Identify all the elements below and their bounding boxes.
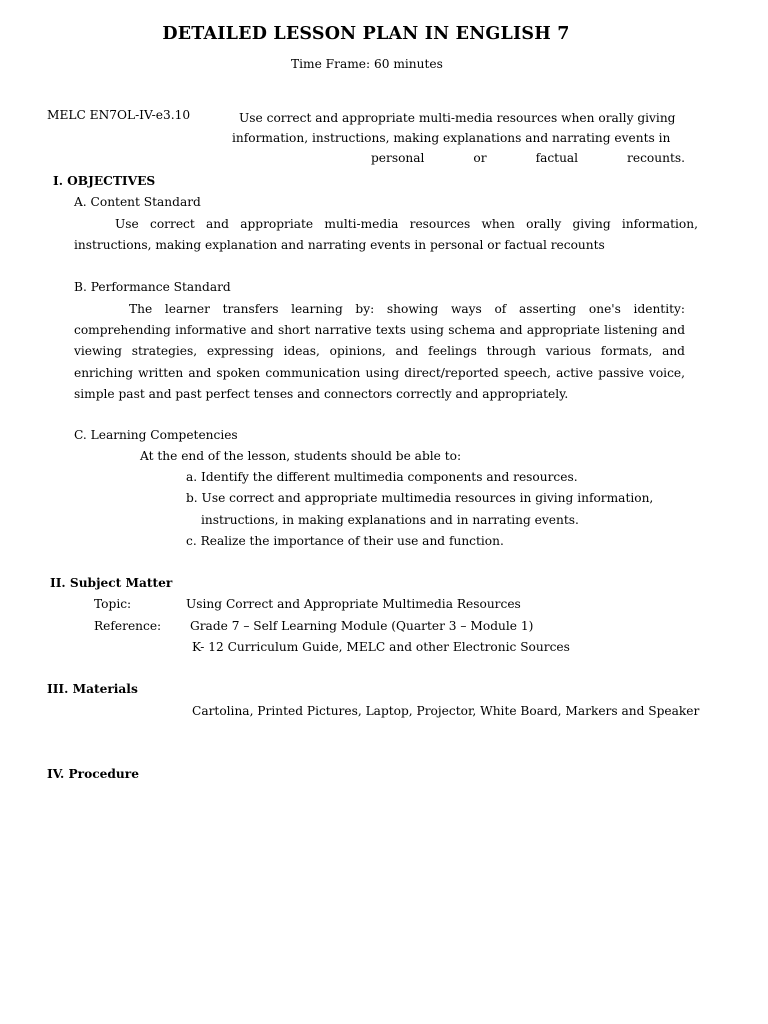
melc-description (232, 108, 685, 168)
performance-standard-text (74, 299, 685, 405)
materials-heading: III. Materials (47, 682, 138, 696)
learning-competencies-heading: C. Learning Competencies (74, 428, 238, 442)
melc-desc-line-1: Use correct and appropriate multi-media resources when orally giving (239, 111, 676, 125)
competency-a: a. Identify the different multimedia components and resources. (186, 470, 578, 484)
reference-value-2: K- 12 Curriculum Guide, MELC and other Electronic Sources (192, 640, 570, 654)
document-title: DETAILED LESSON PLAN IN ENGLISH 7 (162, 24, 570, 44)
performance-standard-body: The learner transfers learning by: showing ways of asserting one's identity: comprehending informative and short narrative texts using schema and appropriate listening and viewing strategies, expressing ideas, opinions, and feelings through various formats, and enriching written and spoken communication using direct/reported speech, active passive voice, simple past and past perfect tenses and connectors correctly and appropriately. (74, 302, 685, 401)
materials-text: Cartolina, Printed Pictures, Laptop, Projector, White Board, Markers and Speaker (192, 704, 700, 718)
melc-word: factual (535, 151, 579, 165)
melc-code: MELC EN7OL-IV-e3.10 (47, 108, 191, 122)
content-standard-heading: A. Content Standard (74, 195, 201, 209)
melc-word: or (473, 151, 487, 165)
melc-desc-line-2: information, instructions, making explanations and narrating events in (232, 131, 671, 145)
time-frame: Time Frame: 60 minutes (291, 57, 443, 71)
subject-matter-heading: II. Subject Matter (50, 576, 173, 590)
competency-b-line-2: instructions, in making explanations and in narrating events. (201, 513, 579, 527)
performance-standard-heading: B. Performance Standard (74, 280, 231, 294)
competency-b-line-1: b. Use correct and appropriate multimedia resources in giving information, (186, 491, 654, 505)
melc-desc-line-3 (232, 148, 685, 168)
competency-c: c. Realize the importance of their use and function. (186, 534, 504, 548)
melc-word: personal (371, 151, 425, 165)
reference-value-1: Grade 7 – Self Learning Module (Quarter 3 – Module 1) (190, 619, 534, 633)
learning-competencies-intro: At the end of the lesson, students should be able to: (140, 449, 462, 463)
reference-label: Reference: (94, 619, 162, 633)
procedure-heading: IV. Procedure (47, 767, 139, 781)
content-standard-text (74, 214, 698, 256)
objectives-heading: I. OBJECTIVES (53, 174, 156, 188)
melc-word: recounts. (627, 151, 685, 165)
content-standard-body: Use correct and appropriate multi-media resources when orally giving information, instructions, making explanation and narrating events in personal or factual recounts (74, 217, 698, 253)
topic-value: Using Correct and Appropriate Multimedia Resources (186, 597, 521, 611)
topic-label: Topic: (94, 597, 132, 611)
